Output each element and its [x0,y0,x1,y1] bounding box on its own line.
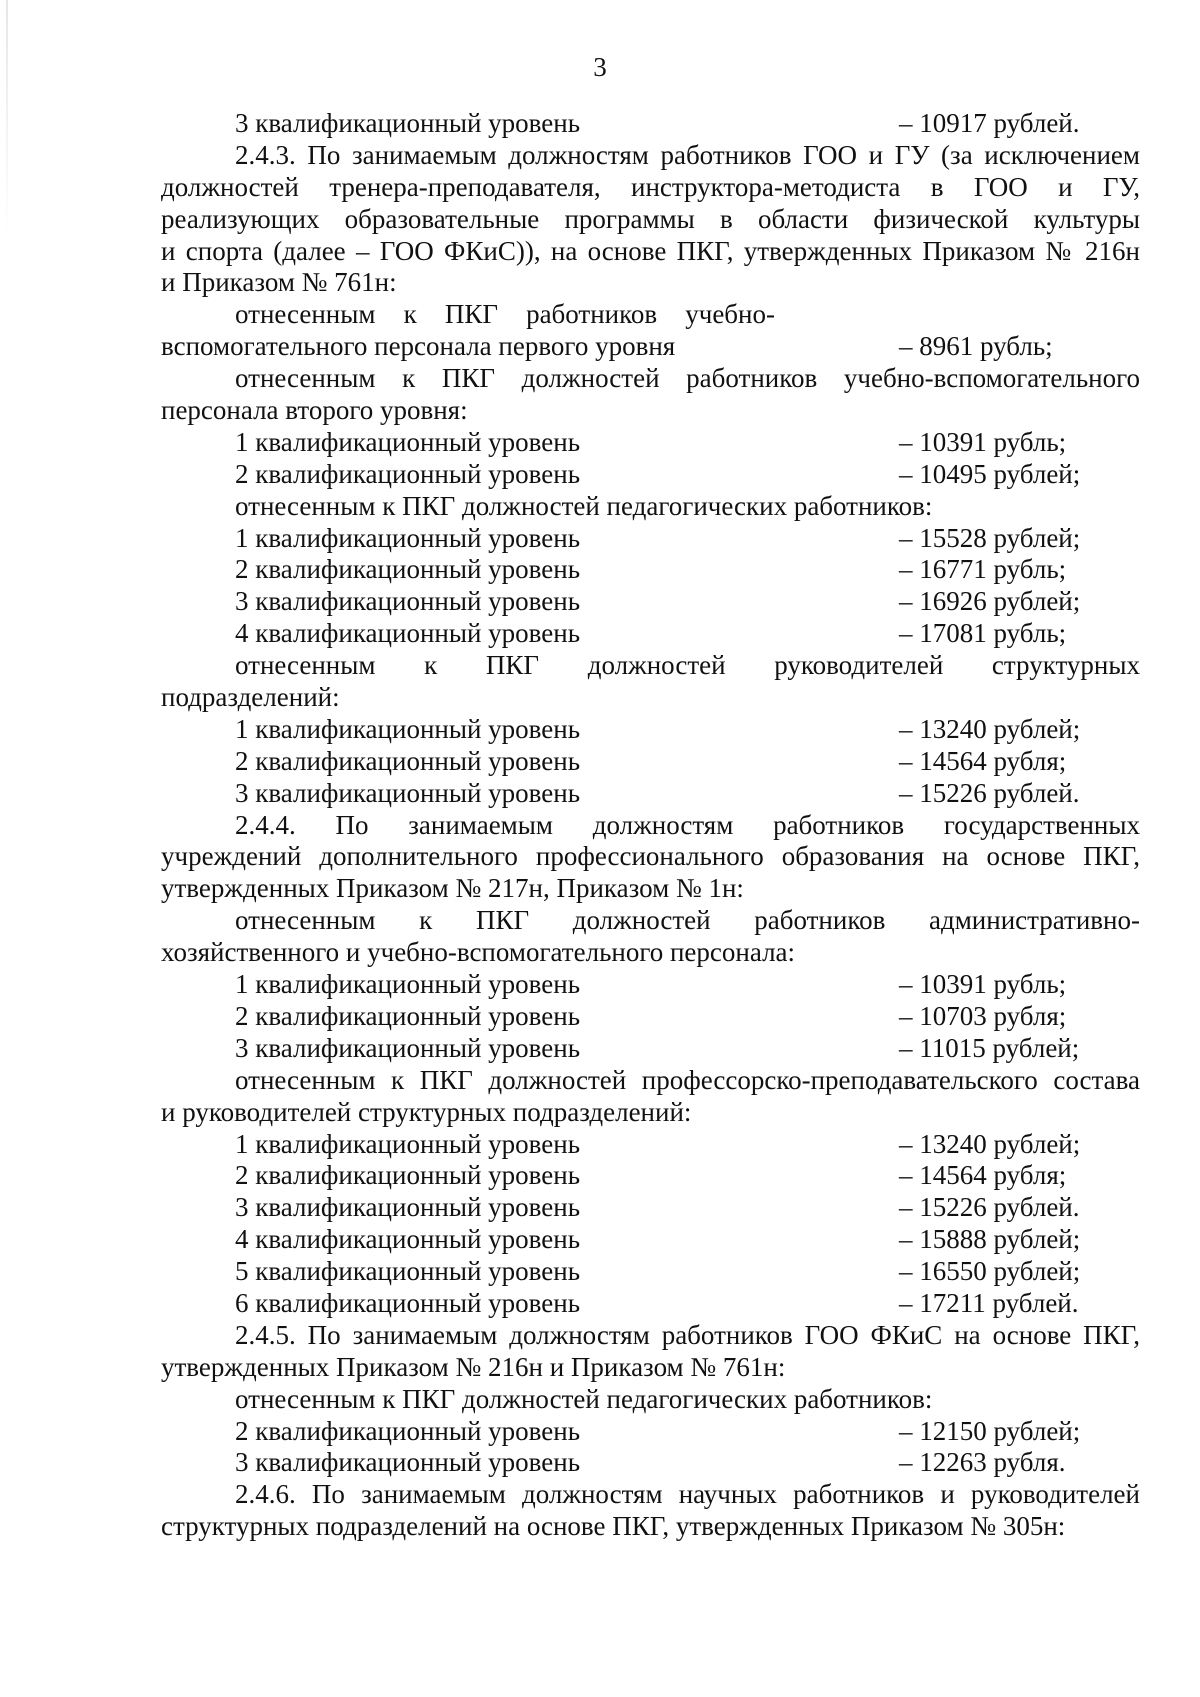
qualification-label: 3 квалификационный уровень [235,1192,581,1223]
paragraph-line: утвержденных Приказом № 217н, Приказом № 1н: [161,873,744,904]
document-body [161,108,1140,1543]
paragraph-line: и руководителей структурных подразделений: [161,1096,692,1127]
paragraph-line: и спорта (далее – ГОО ФКиС)), на основе ПКГ, утвержденных Приказом № 216н [161,235,1140,266]
page-number: 3 [593,52,607,82]
paragraph-line: 2.4.6. По занимаемым должностям научных работников и руководителей [235,1479,1140,1510]
qualification-label: 3 квалификационный уровень [235,586,581,617]
qualification-label: 2 квалификационный уровень [235,458,581,489]
salary-amount: – 15226 рублей. [899,777,1080,808]
salary-line [161,586,1140,618]
salary-amount: – 13240 рублей; [899,1128,1081,1159]
paragraph-line: реализующих образовательные программы в области физической культуры [161,203,1140,234]
salary-amount: – 10391 рубль; [899,969,1067,1000]
qualification-label: 1 квалификационный уровень [235,426,581,457]
qualification-label: 3 квалификационный уровень [235,777,581,808]
paragraph-line: отнесенным к ПКГ должностей работников учебно-вспомогательного [235,363,1140,394]
salary-line [161,778,1140,810]
salary-line [161,1416,1140,1448]
qualification-label: 4 квалификационный уровень [235,618,581,649]
salary-amount: – 10703 рубля; [899,1000,1067,1031]
qualification-label: 4 квалификационный уровень [235,1224,581,1255]
salary-amount: – 12150 рублей; [899,1415,1081,1446]
salary-amount: – 10391 рубль; [899,426,1067,457]
paragraph-line: и Приказом № 761н: [161,267,397,298]
salary-line [161,523,1140,555]
qualification-label: 3 квалификационный уровень [235,108,581,138]
scan-edge-shadow [6,0,8,240]
salary-amount: – 11015 рублей; [899,1032,1080,1063]
salary-line [161,1447,1140,1479]
paragraph-line: подразделений: [161,682,340,713]
qualification-label: 5 квалификационный уровень [235,1256,581,1287]
salary-amount: – 14564 рубля; [899,745,1067,776]
paragraph-line: утвержденных Приказом № 216н и Приказом № 761н: [161,1351,786,1382]
paragraph-line: отнесенным к ПКГ должностей работников административно- [235,905,1140,936]
qualification-label: 1 квалификационный уровень [235,969,581,1000]
salary-line [161,1033,1140,1065]
paragraph-line: должностей тренера-преподавателя, инструктора-методиста в ГОО и ГУ, [161,171,1140,202]
qualification-label: 2 квалификационный уровень [235,745,581,776]
salary-amount: – 17211 рублей. [899,1287,1079,1318]
qualification-label: 1 квалификационный уровень [235,713,581,744]
salary-line [161,554,1140,586]
salary-line [161,618,1140,650]
salary-line [161,1192,1140,1224]
paragraph-line: хозяйственного и учебно-вспомогательного персонала: [161,937,796,968]
paragraph-line: отнесенным к ПКГ должностей педагогических работников: [235,1383,933,1414]
salary-line [161,1001,1140,1033]
paragraph-text: отнесенным к ПКГ работников учебно- [235,299,775,330]
salary-amount: – 10495 рублей; [899,458,1081,489]
paragraph-line: структурных подразделений на основе ПКГ, утвержденных Приказом № 305н: [161,1511,1066,1542]
qualification-label: вспомогательного персонала первого уровня [161,331,676,362]
qualification-label: 2 квалификационный уровень [235,554,581,585]
qualification-label: 2 квалификационный уровень [235,1160,581,1191]
salary-amount: – 13240 рублей; [899,713,1081,744]
qualification-label: 1 квалификационный уровень [235,522,581,553]
paragraph-line: 2.4.5. По занимаемым должностям работников ГОО ФКиС на основе ПКГ, [235,1319,1140,1350]
paragraph-line: учреждений дополнительного профессионального образования на основе ПКГ, [161,841,1140,872]
salary-line [161,331,1140,363]
salary-line [161,459,1140,491]
paragraph-line: отнесенным к ПКГ должностей профессорско-преподавательского состава [235,1064,1140,1095]
salary-line [161,714,1140,746]
qualification-label: 2 квалификационный уровень [235,1000,581,1031]
salary-line [161,1129,1140,1161]
paragraph-line: отнесенным к ПКГ должностей педагогических работников: [235,490,933,521]
salary-line [161,969,1140,1001]
salary-line [161,1224,1140,1256]
paragraph-line: 2.4.3. По занимаемым должностям работников ГОО и ГУ (за исключением [235,139,1140,170]
salary-amount: – 8961 рубль; [899,331,1053,362]
salary-line [161,1288,1140,1320]
salary-amount: – 15888 рублей; [899,1224,1081,1255]
qualification-label: 3 квалификационный уровень [235,1447,581,1478]
salary-amount: – 16550 рублей; [899,1256,1081,1287]
salary-amount: – 10917 рублей. [899,108,1080,138]
paragraph-line [161,299,1140,331]
paragraph-line: 2.4.4. По занимаемым должностям работников государственных [235,809,1140,840]
salary-line [161,108,1140,140]
salary-amount: – 15226 рублей. [899,1192,1080,1223]
salary-amount: – 16771 рубль; [899,554,1067,585]
salary-line [161,746,1140,778]
salary-line [161,1160,1140,1192]
salary-amount: – 15528 рублей; [899,522,1081,553]
salary-amount: – 12263 рубля. [899,1447,1066,1478]
salary-amount: – 14564 рубля; [899,1160,1067,1191]
salary-amount: – 17081 рубль; [899,618,1067,649]
salary-amount: – 16926 рублей; [899,586,1081,617]
qualification-label: 2 квалификационный уровень [235,1415,581,1446]
salary-line [161,1256,1140,1288]
qualification-label: 1 квалификационный уровень [235,1128,581,1159]
qualification-label: 3 квалификационный уровень [235,1032,581,1063]
paragraph-line: отнесенным к ПКГ должностей руководителей структурных [235,650,1140,681]
salary-line [161,427,1140,459]
paragraph-line: персонала второго уровня: [161,395,468,426]
qualification-label: 6 квалификационный уровень [235,1287,581,1318]
